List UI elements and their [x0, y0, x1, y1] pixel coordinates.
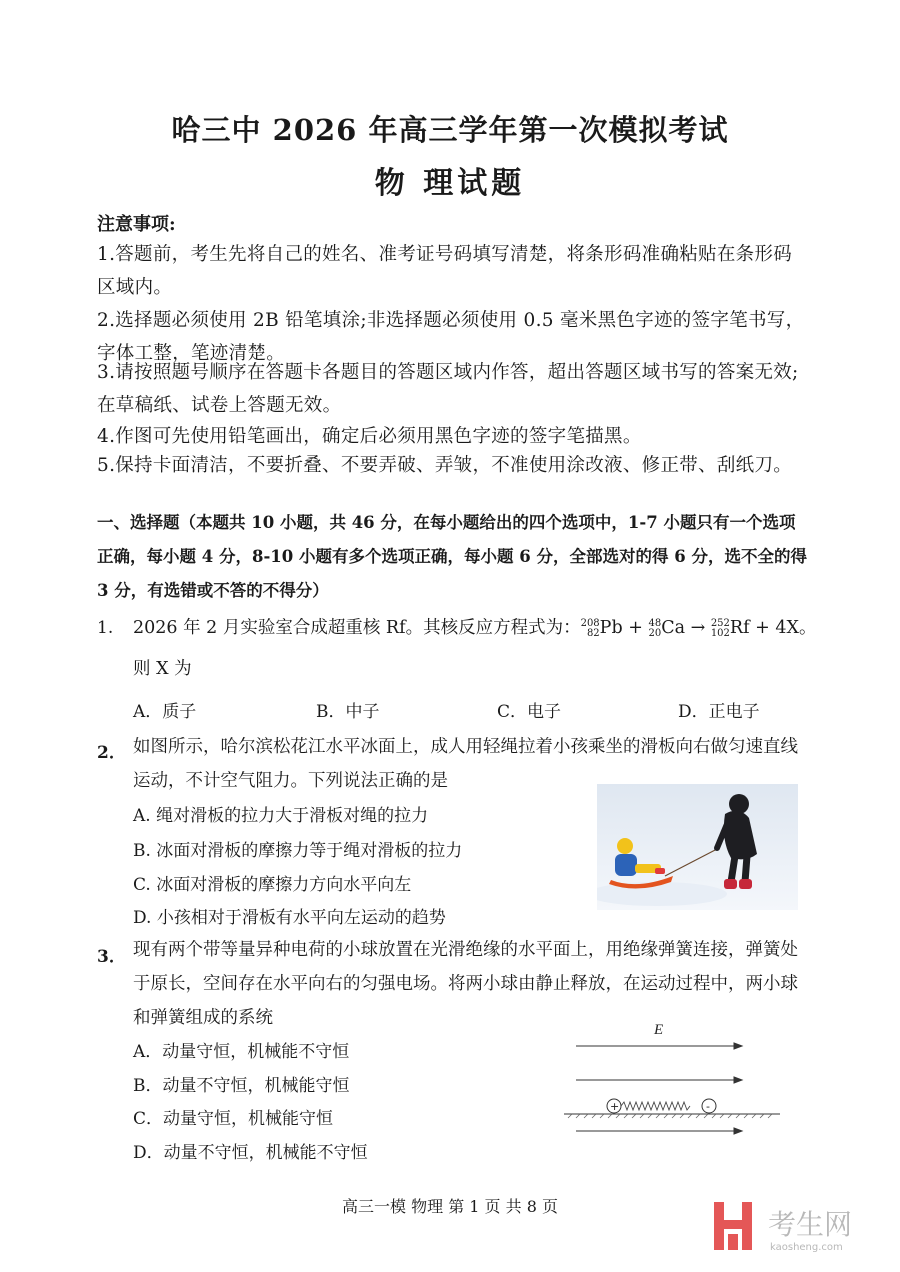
- page-footer: 高三一模 物理 第 1 页 共 8 页: [342, 1197, 558, 1216]
- q3-option-b: B．动量不守恒，机械能守恒: [133, 1076, 350, 1096]
- q1-line2: 则 X 为: [133, 659, 192, 679]
- q1-text: 2026 年 2 月实验室合成超重核 Rf。其核反应方程式为：: [133, 618, 581, 638]
- q2-number: 2．: [97, 743, 126, 763]
- section-heading: 一、选择题（本题共 10 小题，共 46 分，在每小题给出的四个选项中，1-7 小题只有一个选项正确，每小题 4 分，8-10 小题有多个选项正确，每小题 6 分，全部选对的得 6 分，选不全的得 3 分，有选错或不答的不得分）: [97, 513, 807, 600]
- watermark: [712, 1200, 882, 1260]
- q1-option-d: D．正电子: [678, 702, 760, 722]
- q3-option-a: A．动量守恒，机械能不守恒: [133, 1042, 350, 1062]
- q2-option-a: A. 绳对滑板的拉力大于滑板对绳的拉力: [133, 806, 429, 826]
- minus-charge-label: -: [706, 1100, 710, 1113]
- q1-option-c: C．电子: [497, 702, 562, 722]
- q1-number: 1.: [97, 618, 114, 638]
- q1-option-b: B．中子: [316, 702, 380, 722]
- field-label: E: [654, 1022, 664, 1038]
- q2-option-b: B. 冰面对滑板的摩擦力等于绳对滑板的拉力: [133, 841, 463, 861]
- watermark-site: kaosheng.com: [770, 1242, 843, 1253]
- rf-nuclide: 252 102 Rf: [710, 617, 750, 639]
- q3-option-c: C．动量守恒，机械能守恒: [133, 1109, 334, 1129]
- plus-charge-label: +: [610, 1100, 620, 1113]
- sled-photo: [597, 784, 798, 910]
- q3-number: 3．: [97, 947, 126, 967]
- notice-heading: 注意事项:: [97, 214, 176, 235]
- q1-stem: [133, 611, 817, 645]
- notice-item-4: 4.作图可先使用铅笔画出，确定后必须用黑色字迹的签字笔描黑。: [97, 426, 642, 447]
- q1-equation: 208 82 Pb + 48 20 Ca → 252 102 Rf + 4X。: [581, 618, 817, 638]
- exam-title: 哈三中 2026 年高三学年第一次模拟考试: [171, 113, 729, 147]
- watermark-logo: [712, 1200, 882, 1256]
- q3-option-d: D．动量不守恒，机械能不守恒: [133, 1143, 368, 1163]
- ca-nuclide: 48 20 Ca: [648, 617, 686, 639]
- exam-subtitle: 物 理试题: [374, 166, 526, 201]
- watermark-brand: 考生网: [768, 1208, 853, 1241]
- notice-item-3: 3.请按照题号顺序在答题卡各题目的答题区域内作答，超出答题区域书写的答案无效;在草稿纸、试卷上答题无效。: [97, 362, 799, 416]
- notice-item-2: 2.选择题必须使用 2B 铅笔填涂;非选择题必须使用 0.5 毫米黑色字迹的签字笔书写，字体工整，笔迹清楚。: [97, 310, 805, 364]
- spring: [621, 1102, 690, 1110]
- q3-text: 现有两个带等量异种电荷的小球放置在光滑绝缘的水平面上，用绝缘弹簧连接，弹簧处于原长，空间存在水平向右的匀强电场。将两小球由静止释放，在运动过程中，两小球和弹簧组成的系统: [133, 940, 798, 1028]
- q2-text: 如图所示，哈尔滨松花江水平冰面上，成人用轻绳拉着小孩乘坐的滑板向右做匀速直线运动，不计空气阻力。下列说法正确的是: [133, 737, 798, 791]
- pb-nuclide: 208 82 Pb: [580, 617, 623, 639]
- q2-option-d: D. 小孩相对于滑板有水平向左运动的趋势: [133, 908, 446, 928]
- notice-item-1: 1.答题前，考生先将自己的姓名、准考证号码填写清楚，将条形码准确粘贴在条形码区域内。: [97, 244, 793, 298]
- q1-option-a: A．质子: [133, 702, 197, 722]
- efield-figure: [562, 1018, 782, 1140]
- notice-item-5: 5.保持卡面清洁，不要折叠、不要弄破、弄皱，不准使用涂改液、修正带、刮纸刀。: [97, 455, 793, 476]
- q2-option-c: C. 冰面对滑板的摩擦力方向水平向左: [133, 875, 412, 895]
